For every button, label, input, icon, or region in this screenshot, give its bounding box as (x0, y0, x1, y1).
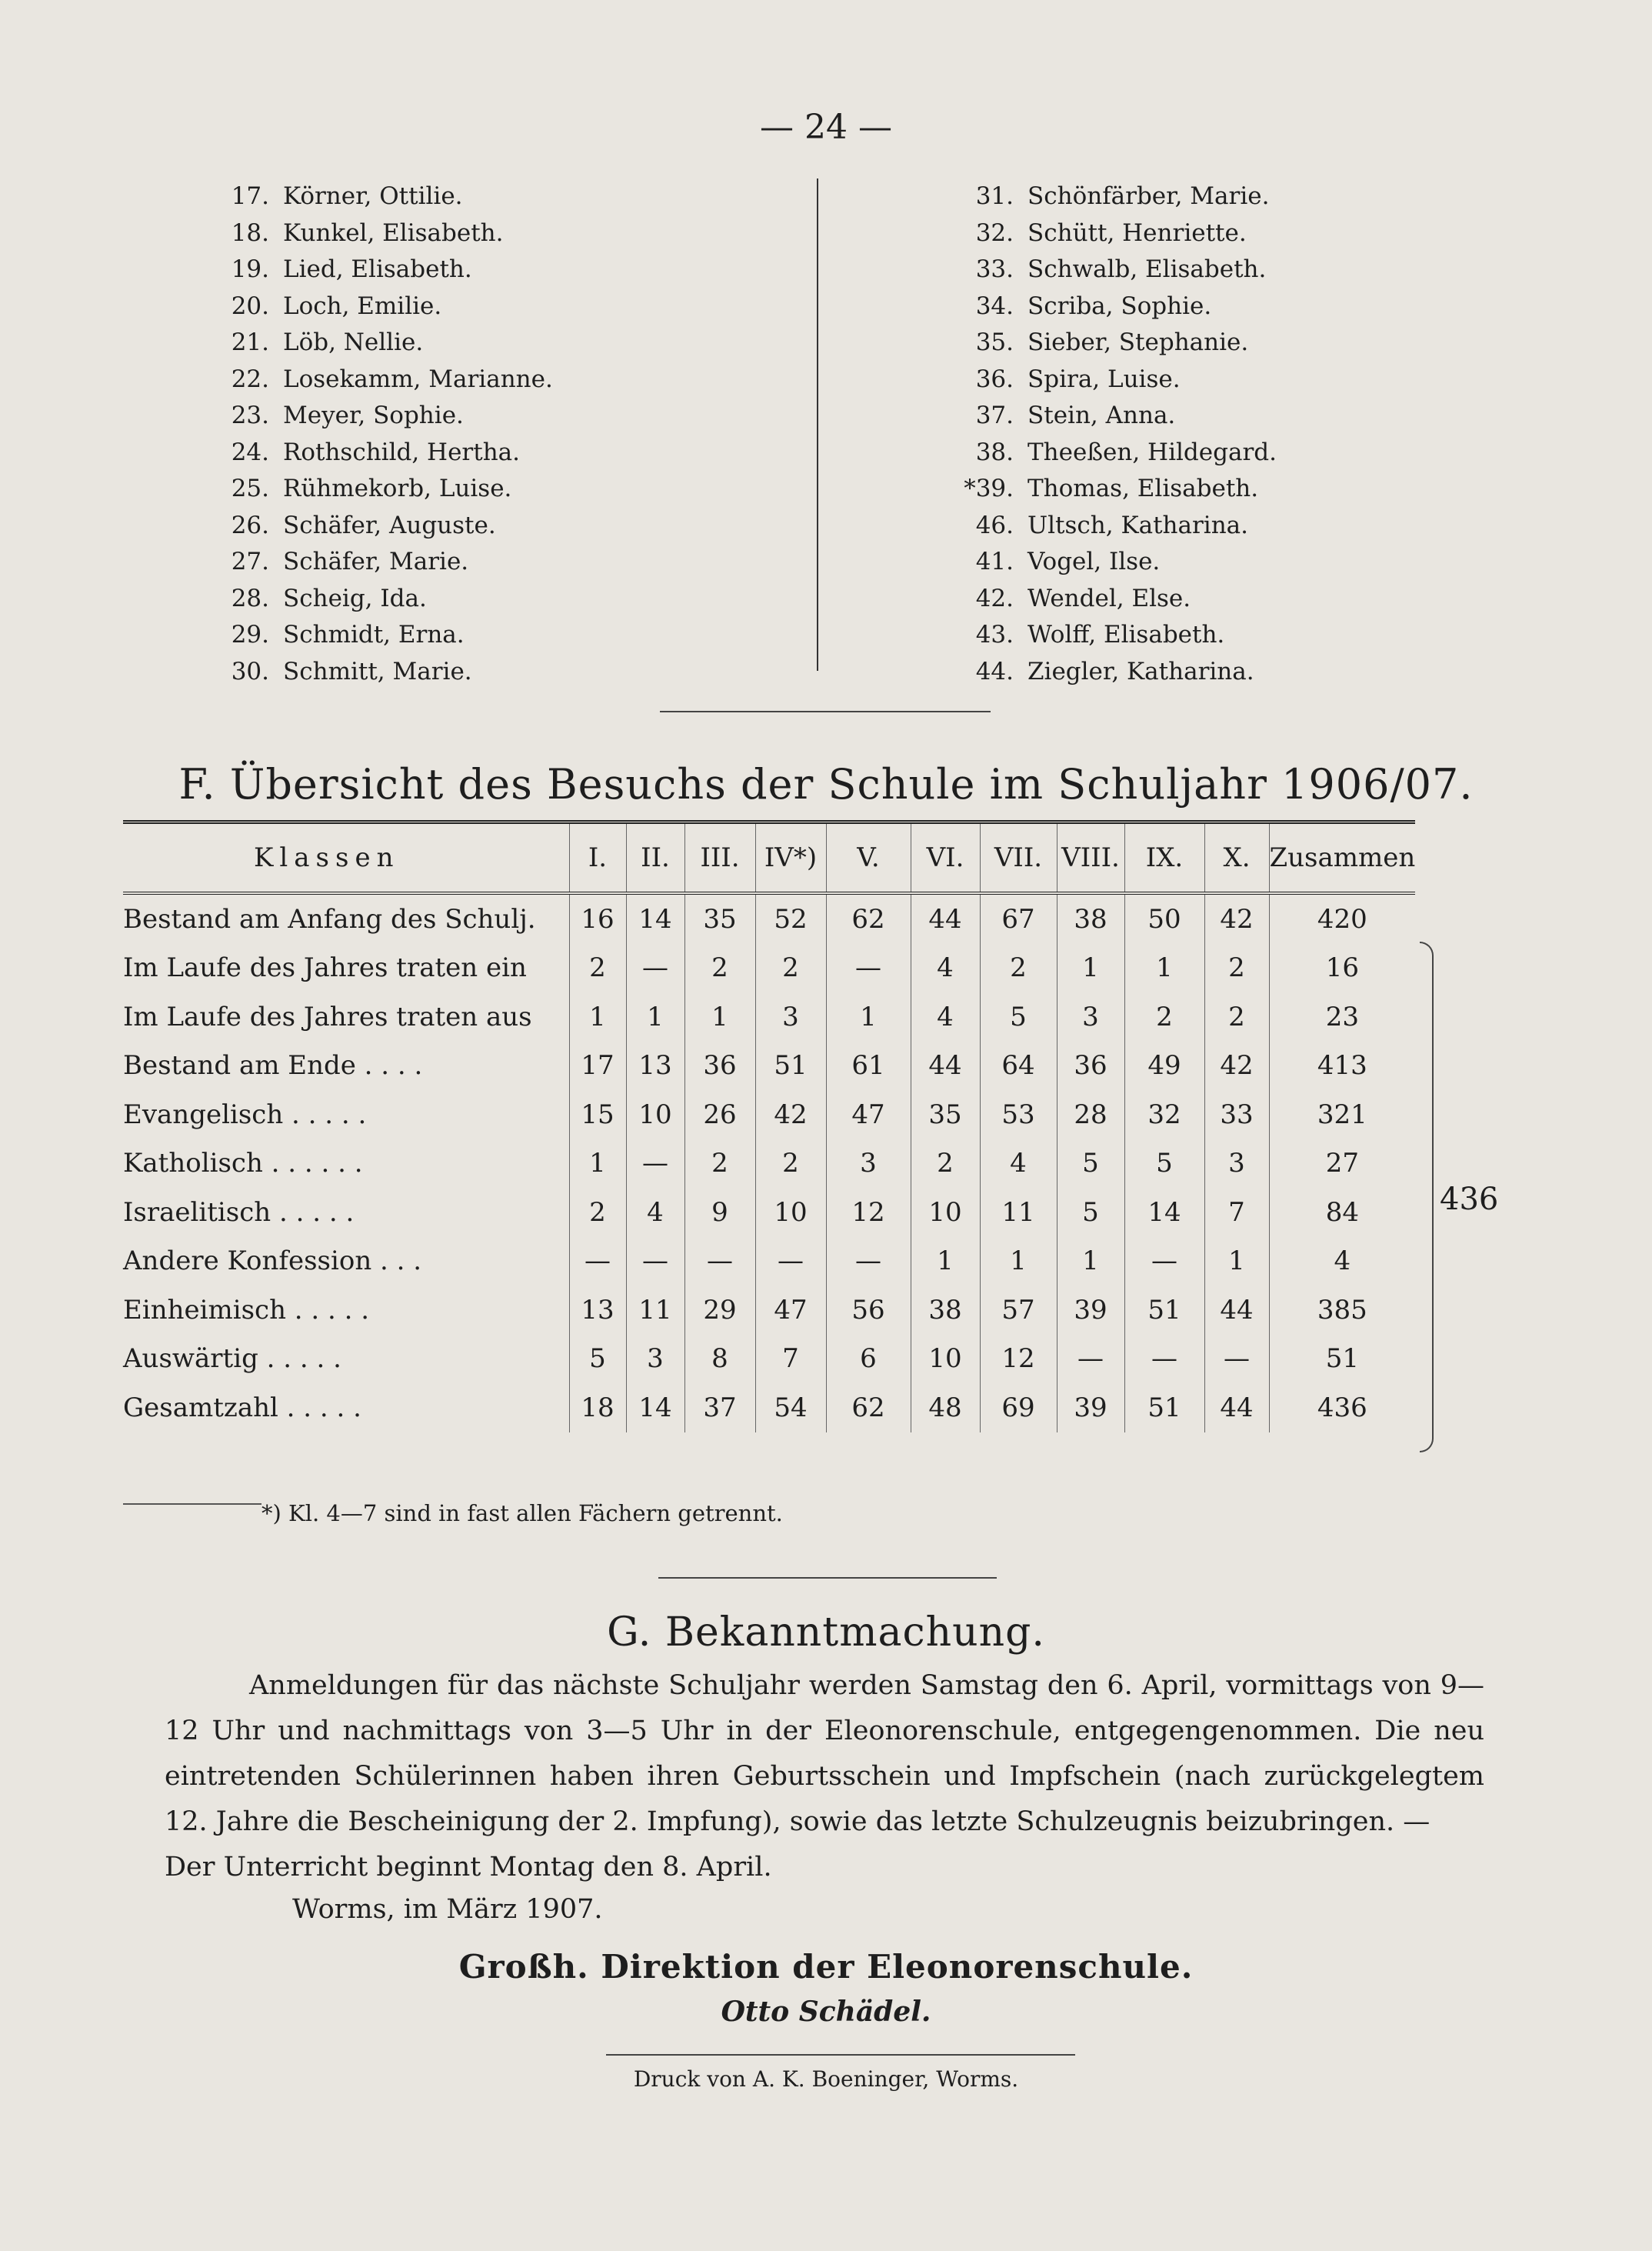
list-item (923, 252, 1354, 288)
table-row (123, 1237, 1415, 1286)
list-item-number: 36. (975, 365, 1014, 393)
table-header-cell: X. (1204, 822, 1269, 894)
table-cell: — (684, 1237, 755, 1286)
table-cell: — (826, 1237, 911, 1286)
row-label: Evangelisch . . . . . (123, 1099, 367, 1130)
table-cell: 14 (1124, 1188, 1204, 1237)
announcement-paragraph: Anmeldungen für das nächste Schuljahr werden Samstag den 6. April, vormittags von 9—12 Uhr und nachmittags von 3—5 Uhr in der Eleonorenschule, entgegengenommen. Die neu eintretenden Schülerinnen haben ihren Geburtsschein und Impfschein (nach zurückgelegtem 12. Jahre die Bescheinigung der 2. Impfung), sowie das letzte Schulzeugnis beizubringen. — (165, 1670, 1484, 1837)
table-cell: 1 (826, 992, 911, 1042)
list-item (923, 435, 1354, 472)
table-cell: 5 (569, 1335, 626, 1384)
table-cell: 5 (1124, 1139, 1204, 1189)
list-item-name: Lied, Elisabeth. (283, 255, 472, 283)
list-item (923, 398, 1354, 435)
list-item-number: 28. (231, 584, 269, 612)
list-item-name: Vogel, Ilse. (1028, 548, 1161, 575)
table-cell: 2 (1204, 944, 1269, 993)
printer-rule (606, 2054, 1075, 2056)
table-cell: 6 (826, 1335, 911, 1384)
list-item-number: 25. (231, 475, 269, 502)
table-row (123, 992, 1415, 1042)
table-cell: 413 (1269, 1042, 1415, 1091)
list-item-number: 34. (975, 292, 1014, 320)
list-item (208, 398, 592, 435)
table-cell: 8 (684, 1335, 755, 1384)
table-cell: 14 (626, 1383, 684, 1432)
list-item-name: Schönfärber, Marie. (1028, 182, 1270, 210)
list-item (208, 654, 592, 691)
list-item-name: Spira, Luise. (1028, 365, 1181, 393)
table-cell: 11 (980, 1188, 1057, 1237)
row-label: Israelitisch . . . . . (123, 1196, 355, 1228)
table-row (123, 1139, 1415, 1189)
table-cell: 1 (684, 992, 755, 1042)
list-item-number: 46. (975, 511, 1014, 539)
table-row (123, 1188, 1415, 1237)
table-cell: — (1124, 1237, 1204, 1286)
table-cell: 52 (755, 893, 826, 944)
table-cell: 51 (1124, 1383, 1204, 1432)
list-item-number: 29. (231, 621, 269, 649)
table-cell: 15 (569, 1090, 626, 1139)
table-cell: 39 (1057, 1383, 1124, 1432)
total-brace (1420, 942, 1434, 1452)
table-cell: 4 (626, 1188, 684, 1237)
signature-name: Otto Schädel. (721, 1996, 931, 2028)
list-item (923, 617, 1354, 654)
table-cell: 50 (1124, 893, 1204, 944)
list-item-number: 32. (975, 218, 1014, 247)
table-cell: 56 (826, 1286, 911, 1335)
table-cell: 436 (1269, 1383, 1415, 1432)
table-row (123, 1383, 1415, 1432)
table-cell: 4 (1269, 1237, 1415, 1286)
table-cell: 321 (1269, 1090, 1415, 1139)
table-cell: — (755, 1237, 826, 1286)
table-cell: 44 (911, 1042, 980, 1091)
row-label: Auswärtig . . . . . (123, 1343, 341, 1375)
table-cell: 4 (980, 1139, 1057, 1189)
table-cell: 2 (569, 944, 626, 993)
table-cell: 16 (1269, 944, 1415, 993)
table-cell: 13 (569, 1286, 626, 1335)
table-cell: 49 (1124, 1042, 1204, 1091)
table-cell: 4 (911, 992, 980, 1042)
table-cell: 36 (1057, 1042, 1124, 1091)
table-cell: 54 (755, 1383, 826, 1432)
list-item (208, 178, 592, 215)
section-g-title: G. Bekanntmachung. (607, 1609, 1045, 1656)
table-row (123, 1286, 1415, 1335)
table-cell: 38 (911, 1286, 980, 1335)
list-item-name: Ultsch, Katharina. (1028, 511, 1249, 539)
table-cell: 2 (569, 1188, 626, 1237)
list-item-name: Schmitt, Marie. (283, 657, 472, 685)
table-cell: 385 (1269, 1286, 1415, 1335)
list-item-name: Sieber, Stephanie. (1028, 328, 1249, 356)
table-row (123, 944, 1415, 993)
table-cell: 51 (1124, 1286, 1204, 1335)
table-row (123, 1335, 1415, 1384)
table-cell: — (826, 944, 911, 993)
list-item (208, 508, 592, 545)
table-cell: 9 (684, 1188, 755, 1237)
table-cell: 2 (980, 944, 1057, 993)
table-cell: 1 (626, 992, 684, 1042)
table-cell: 38 (1057, 893, 1124, 944)
table-cell: 10 (911, 1188, 980, 1237)
table-cell: 61 (826, 1042, 911, 1091)
section-rule (660, 711, 991, 712)
list-item-name: Stein, Anna. (1028, 402, 1176, 429)
table-header-cell: VI. (911, 822, 980, 894)
list-item-number: 38. (975, 438, 1014, 466)
table-cell: 12 (980, 1335, 1057, 1384)
table-cell: — (1124, 1335, 1204, 1384)
row-label: Bestand am Ende . . . . (123, 1050, 423, 1082)
table-cell: 2 (1124, 992, 1204, 1042)
table-cell: 1 (1057, 944, 1124, 993)
name-list-right (923, 178, 1354, 690)
list-item-number: 26. (231, 511, 269, 539)
table-cell: 53 (980, 1090, 1057, 1139)
list-item-name: Ziegler, Katharina. (1028, 657, 1254, 685)
table-cell: 44 (1204, 1286, 1269, 1335)
list-item-name: Schäfer, Marie. (283, 548, 469, 575)
table-cell: 36 (684, 1042, 755, 1091)
table-cell: 1 (1204, 1237, 1269, 1286)
table-cell: — (1057, 1335, 1124, 1384)
section-f-title: F. Übersicht des Besuchs der Schule im Schuljahr 1906/07. (178, 760, 1474, 809)
list-item-number: *39. (964, 475, 1014, 502)
table-cell: 10 (911, 1335, 980, 1384)
table-cell: 2 (684, 1139, 755, 1189)
table-cell: 28 (1057, 1090, 1124, 1139)
place-date: Worms, im März 1907. (292, 1894, 603, 1925)
list-item-name: Schwalb, Elisabeth. (1028, 255, 1267, 283)
list-item-number: 27. (231, 548, 269, 575)
table-cell: 2 (755, 944, 826, 993)
column-divider (817, 178, 818, 671)
table-cell: 10 (626, 1090, 684, 1139)
attendance-table-wrapper (123, 820, 1523, 1497)
announcement-paragraph: Der Unterricht beginnt Montag den 8. April. (165, 1852, 772, 1883)
table-cell: 57 (980, 1286, 1057, 1335)
list-item-number: 33. (975, 255, 1014, 283)
list-item (923, 178, 1354, 215)
table-cell: 39 (1057, 1286, 1124, 1335)
table-cell: 2 (911, 1139, 980, 1189)
table-cell: 47 (826, 1090, 911, 1139)
row-label: Gesamtzahl . . . . . (123, 1392, 361, 1423)
table-row (123, 893, 1415, 944)
table-cell: 3 (755, 992, 826, 1042)
list-item (208, 362, 592, 399)
table-cell: 1 (1057, 1237, 1124, 1286)
table-cell: 62 (826, 893, 911, 944)
table-cell: 11 (626, 1286, 684, 1335)
table-cell: 42 (1204, 893, 1269, 944)
list-item-number: 22. (231, 365, 269, 393)
table-cell: 32 (1124, 1090, 1204, 1139)
list-item-number: 19. (231, 255, 269, 283)
list-item (923, 362, 1354, 399)
row-label: Im Laufe des Jahres traten ein (123, 952, 527, 984)
table-cell: 13 (626, 1042, 684, 1091)
list-item-name: Scheig, Ida. (283, 584, 427, 612)
table-header-cell: I. (569, 822, 626, 894)
row-label: Im Laufe des Jahres traten aus (123, 1001, 532, 1032)
table-cell: 35 (684, 893, 755, 944)
list-item-name: Scriba, Sophie. (1028, 292, 1212, 320)
list-item (923, 544, 1354, 581)
table-cell: 14 (626, 893, 684, 944)
list-item-name: Loch, Emilie. (283, 292, 442, 320)
table-cell: 48 (911, 1383, 980, 1432)
table-cell: 29 (684, 1286, 755, 1335)
table-cell: 69 (980, 1383, 1057, 1432)
table-cell: 37 (684, 1383, 755, 1432)
table-cell: 27 (1269, 1139, 1415, 1189)
table-header-classes: Klassen (254, 842, 400, 873)
printer-imprint: Druck von A. K. Boeninger, Worms. (633, 2066, 1019, 2092)
list-item-number: 35. (975, 328, 1014, 356)
table-row (123, 1090, 1415, 1139)
table-header-cell: VII. (980, 822, 1057, 894)
list-item-name: Losekamm, Marianne. (283, 365, 553, 393)
signature-directorate: Großh. Direktion der Eleonorenschule. (458, 1948, 1194, 1986)
table-cell: 3 (826, 1139, 911, 1189)
table-header-cell: IV*) (755, 822, 826, 894)
list-item-name: Schütt, Henriette. (1028, 218, 1247, 247)
name-list-left (208, 178, 592, 690)
list-item-number: 31. (975, 182, 1014, 210)
list-item (208, 471, 592, 508)
list-item-name: Kunkel, Elisabeth. (283, 218, 504, 247)
list-item-name: Wendel, Else. (1028, 584, 1191, 612)
table-cell: 1 (911, 1237, 980, 1286)
list-item (208, 325, 592, 362)
table-cell: — (626, 1237, 684, 1286)
list-item (208, 288, 592, 325)
table-row (123, 1042, 1415, 1091)
list-item-name: Wolff, Elisabeth. (1028, 621, 1225, 649)
list-item-name: Schäfer, Auguste. (283, 511, 496, 539)
table-cell: 3 (626, 1335, 684, 1384)
list-item (208, 435, 592, 472)
list-item (923, 654, 1354, 691)
list-item-number: 21. (231, 328, 269, 356)
table-header-cell: II. (626, 822, 684, 894)
table-cell: — (1204, 1335, 1269, 1384)
list-item-name: Thomas, Elisabeth. (1028, 475, 1259, 502)
table-cell: 64 (980, 1042, 1057, 1091)
table-cell: 17 (569, 1042, 626, 1091)
table-cell: 2 (1204, 992, 1269, 1042)
table-header-cell: VIII. (1057, 822, 1124, 894)
table-cell: 4 (911, 944, 980, 993)
row-label: Einheimisch . . . . . (123, 1294, 370, 1326)
list-item-name: Theeßen, Hildegard. (1028, 438, 1277, 466)
table-cell: 3 (1204, 1139, 1269, 1189)
row-label: Andere Konfession . . . (123, 1246, 422, 1277)
list-item-name: Löb, Nellie. (283, 328, 424, 356)
table-header-cell: IX. (1124, 822, 1204, 894)
table-cell: 44 (911, 893, 980, 944)
list-item (208, 581, 592, 618)
list-item-number: 43. (975, 621, 1014, 649)
section-rule (658, 1577, 997, 1579)
brace-total: 436 (1440, 1182, 1499, 1217)
list-item (923, 288, 1354, 325)
table-footnote: *) Kl. 4—7 sind in fast allen Fächern getrennt. (261, 1500, 783, 1526)
table-cell: 18 (569, 1383, 626, 1432)
table-cell: 7 (755, 1335, 826, 1384)
table-cell: 42 (1204, 1042, 1269, 1091)
table-cell: 33 (1204, 1090, 1269, 1139)
table-cell: 5 (980, 992, 1057, 1042)
list-item-number: 18. (231, 218, 269, 247)
table-cell: 44 (1204, 1383, 1269, 1432)
list-item-name: Rothschild, Hertha. (283, 438, 521, 466)
table-cell: 3 (1057, 992, 1124, 1042)
row-label: Bestand am Anfang des Schulj. (123, 903, 536, 935)
table-cell: 12 (826, 1188, 911, 1237)
announcement-text (165, 1663, 1484, 1890)
table-cell: 35 (911, 1090, 980, 1139)
list-item (923, 471, 1354, 508)
table-cell: 2 (755, 1139, 826, 1189)
table-cell: 420 (1269, 893, 1415, 944)
list-item-name: Schmidt, Erna. (283, 621, 465, 649)
table-cell: 7 (1204, 1188, 1269, 1237)
list-item (208, 215, 592, 252)
list-item (923, 581, 1354, 618)
table-cell: 1 (569, 992, 626, 1042)
list-item-number: 24. (231, 438, 269, 466)
table-cell: 62 (826, 1383, 911, 1432)
list-item-number: 41. (975, 548, 1014, 575)
table-cell: 2 (684, 944, 755, 993)
row-label: Katholisch . . . . . . (123, 1148, 363, 1179)
table-cell: 16 (569, 893, 626, 944)
list-item-number: 23. (231, 402, 269, 429)
list-item (923, 508, 1354, 545)
list-item-number: 30. (231, 657, 269, 685)
table-cell: 67 (980, 893, 1057, 944)
table-cell: 1 (980, 1237, 1057, 1286)
table-cell: 10 (755, 1188, 826, 1237)
table-header-cell: Zusammen (1269, 822, 1415, 894)
list-item-name: Körner, Ottilie. (283, 182, 463, 210)
table-cell: 23 (1269, 992, 1415, 1042)
list-item (923, 215, 1354, 252)
attendance-table (123, 820, 1415, 1432)
table-cell: 1 (569, 1139, 626, 1189)
list-item-number: 44. (975, 657, 1014, 685)
table-cell: — (626, 1139, 684, 1189)
table-cell: 84 (1269, 1188, 1415, 1237)
table-cell: 51 (1269, 1335, 1415, 1384)
table-header-cell: III. (684, 822, 755, 894)
list-item-number: 37. (975, 402, 1014, 429)
table-cell: 26 (684, 1090, 755, 1139)
table-cell: — (626, 944, 684, 993)
table-cell: 42 (755, 1090, 826, 1139)
list-item-number: 42. (975, 584, 1014, 612)
list-item (923, 325, 1354, 362)
list-item-number: 20. (231, 292, 269, 320)
list-item (208, 617, 592, 654)
table-cell: 47 (755, 1286, 826, 1335)
table-cell: 1 (1124, 944, 1204, 993)
table-cell: — (569, 1237, 626, 1286)
table-cell: 5 (1057, 1188, 1124, 1237)
table-cell: 5 (1057, 1139, 1124, 1189)
list-item-number: 17. (231, 182, 269, 210)
table-header-cell: V. (826, 822, 911, 894)
table-cell: 51 (755, 1042, 826, 1091)
list-item (208, 252, 592, 288)
list-item-name: Rühmekorb, Luise. (283, 475, 512, 502)
list-item-name: Meyer, Sophie. (283, 402, 464, 429)
page-number: — 24 — (760, 108, 892, 147)
list-item (208, 544, 592, 581)
footnote-rule (123, 1503, 261, 1505)
